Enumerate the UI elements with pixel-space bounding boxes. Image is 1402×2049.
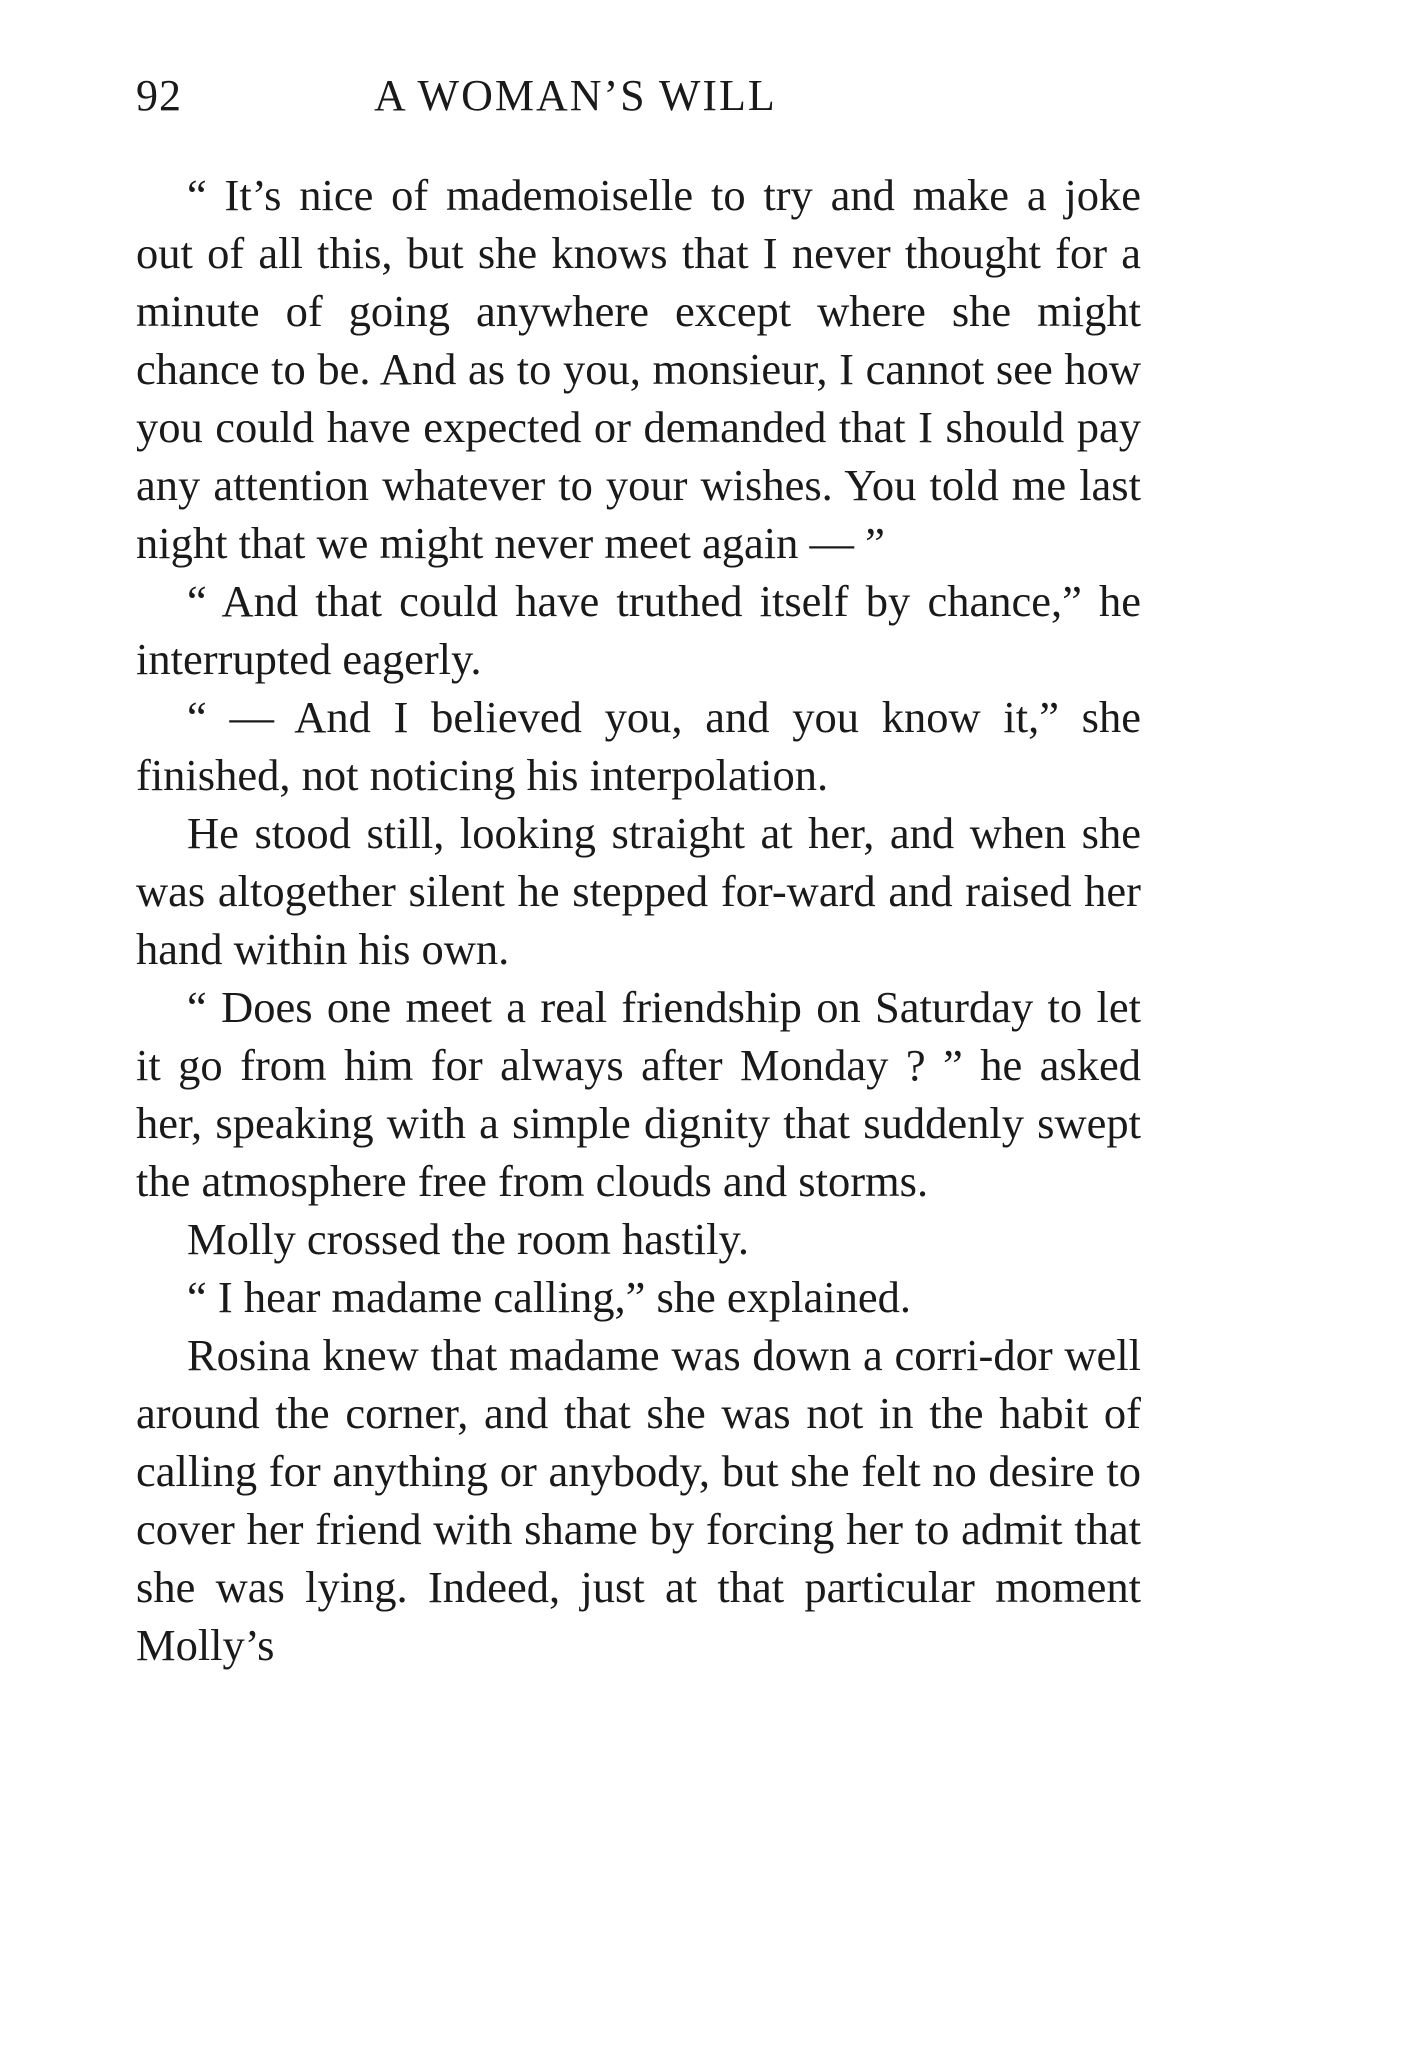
paragraph: He stood still, looking straight at her, and when she was altogether silent he stepped for-ward and raised her hand within his own. — [136, 808, 1141, 974]
running-title: A WOMAN’S WILL — [374, 71, 777, 120]
paragraph: “ It’s nice of mademoiselle to try and make a joke out of all this, but she knows that I never thought for a minute of going anywhere except where she might chance to be. And as to you, monsieur, I cannot see how you could have expected or demanded that I should pay any attention whatever to your wishes. You told me last night that we might never meet again — ” — [136, 170, 1141, 568]
running-head — [136, 70, 1141, 130]
paragraph: “ Does one meet a real friendship on Saturday to let it go from him for always after Monday ? ” he asked her, speaking with a simple dignity that suddenly swept the atmosphere free from clouds and storms. — [136, 982, 1141, 1206]
paragraph: “ — And I believed you, and you know it,” she finished, not noticing his interpolation. — [136, 692, 1141, 800]
paragraph: “ And that could have truthed itself by chance,” he interrupted eagerly. — [136, 576, 1141, 684]
paragraph: “ I hear madame calling,” she explained. — [187, 1272, 912, 1322]
paragraph: Rosina knew that madame was down a corri-dor well around the corner, and that she was not in the habit of calling for anything or anybody, but she felt no desire to cover her friend with shame by forcing her to admit that she was lying. Indeed, just at that particular moment Molly’s — [136, 1330, 1141, 1670]
page-number: 92 — [136, 71, 182, 120]
paragraph: Molly crossed the room hastily. — [187, 1214, 749, 1264]
body-text — [136, 166, 1141, 1674]
